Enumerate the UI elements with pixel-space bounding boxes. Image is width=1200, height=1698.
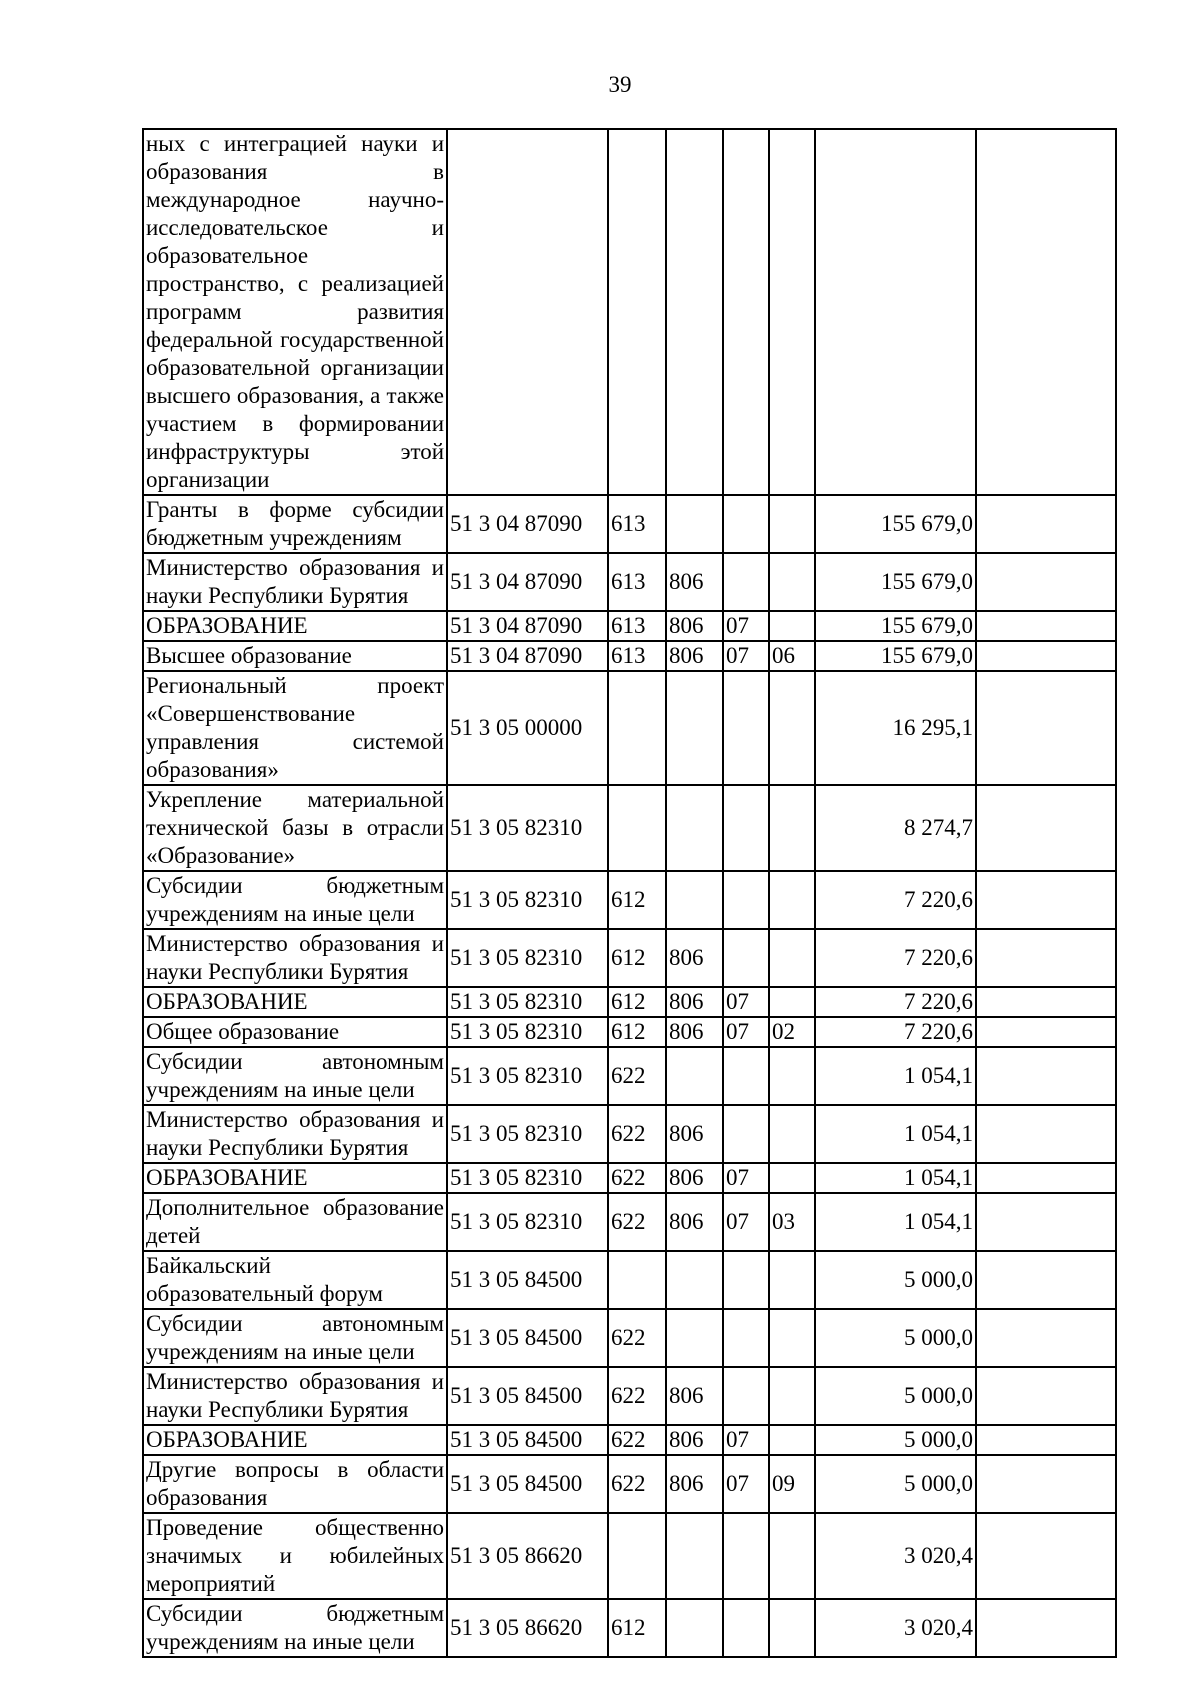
cell-section: 07: [723, 1163, 769, 1193]
cell-extra: [976, 129, 1116, 495]
cell-subsection: 06: [769, 641, 815, 671]
cell-name: Гранты в форме субсидии бюджетным учреждениям: [143, 495, 447, 553]
cell-name: ных с интеграцией науки и образования в международное научно-исследовательское и образовательное пространство, с реализацией программ развития федеральной государственной образовательной организации высшего образования, а также участием в формировании инфраструктуры этой организации: [143, 129, 447, 495]
cell-grbs: [666, 1599, 723, 1657]
cell-amount: [815, 129, 976, 495]
cell-extra: [976, 1163, 1116, 1193]
cell-extra: [976, 785, 1116, 871]
cell-section: [723, 1105, 769, 1163]
cell-target-code: 51 3 05 84500: [447, 1367, 608, 1425]
cell-grbs: 806: [666, 1193, 723, 1251]
cell-section: [723, 1251, 769, 1309]
cell-target-code: 51 3 05 86620: [447, 1599, 608, 1657]
cell-name: ОБРАЗОВАНИЕ: [143, 611, 447, 641]
cell-name: Проведение общественно значимых и юбилейных мероприятий: [143, 1513, 447, 1599]
cell-subsection: [769, 1425, 815, 1455]
cell-name: ОБРАЗОВАНИЕ: [143, 987, 447, 1017]
cell-subsection: [769, 1105, 815, 1163]
cell-expense-type: 612: [608, 871, 666, 929]
cell-target-code: 51 3 04 87090: [447, 495, 608, 553]
cell-subsection: [769, 1047, 815, 1105]
cell-extra: [976, 671, 1116, 785]
cell-amount: 1 054,1: [815, 1193, 976, 1251]
cell-expense-type: 612: [608, 1017, 666, 1047]
table-row: [143, 871, 1116, 929]
cell-grbs: 806: [666, 1455, 723, 1513]
cell-expense-type: [608, 1513, 666, 1599]
cell-grbs: [666, 785, 723, 871]
cell-section: 07: [723, 611, 769, 641]
cell-subsection: [769, 495, 815, 553]
cell-name: ОБРАЗОВАНИЕ: [143, 1425, 447, 1455]
cell-name: Укрепление материальной технической базы в отрасли «Образование»: [143, 785, 447, 871]
cell-name: Субсидии автономным учреждениям на иные цели: [143, 1309, 447, 1367]
table-row: [143, 1309, 1116, 1367]
cell-name: Субсидии бюджетным учреждениям на иные цели: [143, 871, 447, 929]
cell-grbs: [666, 1309, 723, 1367]
cell-amount: 155 679,0: [815, 495, 976, 553]
cell-target-code: 51 3 05 84500: [447, 1425, 608, 1455]
cell-grbs: [666, 1047, 723, 1105]
cell-section: [723, 1513, 769, 1599]
cell-subsection: [769, 785, 815, 871]
cell-section: 07: [723, 1455, 769, 1513]
cell-expense-type: 622: [608, 1367, 666, 1425]
cell-subsection: [769, 1309, 815, 1367]
cell-name: Министерство образования и науки Республики Бурятия: [143, 1367, 447, 1425]
cell-extra: [976, 1455, 1116, 1513]
cell-extra: [976, 611, 1116, 641]
cell-subsection: [769, 1599, 815, 1657]
cell-extra: [976, 1425, 1116, 1455]
cell-expense-type: 622: [608, 1425, 666, 1455]
cell-extra: [976, 1599, 1116, 1657]
table-row: [143, 785, 1116, 871]
cell-name: Другие вопросы в области образования: [143, 1455, 447, 1513]
cell-name: Субсидии автономным учреждениям на иные цели: [143, 1047, 447, 1105]
cell-section: [723, 1309, 769, 1367]
cell-name: Субсидии бюджетным учреждениям на иные цели: [143, 1599, 447, 1657]
cell-grbs: 806: [666, 611, 723, 641]
table-row: [143, 1455, 1116, 1513]
cell-amount: 16 295,1: [815, 671, 976, 785]
cell-extra: [976, 1105, 1116, 1163]
cell-name: Байкальский образовательный форум: [143, 1251, 447, 1309]
cell-target-code: 51 3 05 84500: [447, 1455, 608, 1513]
cell-amount: 1 054,1: [815, 1047, 976, 1105]
cell-extra: [976, 1047, 1116, 1105]
cell-subsection: [769, 553, 815, 611]
cell-grbs: 806: [666, 1017, 723, 1047]
cell-subsection: [769, 1251, 815, 1309]
cell-grbs: 806: [666, 1425, 723, 1455]
cell-name: Дополнительное образование детей: [143, 1193, 447, 1251]
table-row: [143, 671, 1116, 785]
cell-section: 07: [723, 641, 769, 671]
cell-grbs: 806: [666, 553, 723, 611]
cell-expense-type: 613: [608, 553, 666, 611]
cell-extra: [976, 1513, 1116, 1599]
cell-name: ОБРАЗОВАНИЕ: [143, 1163, 447, 1193]
cell-grbs: [666, 495, 723, 553]
table-row: [143, 1163, 1116, 1193]
cell-name: Региональный проект «Совершенствование управления системой образования»: [143, 671, 447, 785]
cell-section: [723, 929, 769, 987]
cell-grbs: [666, 671, 723, 785]
cell-grbs: [666, 1513, 723, 1599]
table-row: [143, 1105, 1116, 1163]
cell-expense-type: 612: [608, 929, 666, 987]
cell-target-code: 51 3 05 82310: [447, 871, 608, 929]
table-row: [143, 1425, 1116, 1455]
cell-target-code: 51 3 04 87090: [447, 641, 608, 671]
cell-amount: 8 274,7: [815, 785, 976, 871]
cell-grbs: 806: [666, 641, 723, 671]
cell-target-code: 51 3 05 82310: [447, 785, 608, 871]
table-row: [143, 641, 1116, 671]
cell-extra: [976, 1193, 1116, 1251]
cell-extra: [976, 871, 1116, 929]
cell-extra: [976, 1251, 1116, 1309]
cell-extra: [976, 1309, 1116, 1367]
cell-subsection: [769, 671, 815, 785]
cell-expense-type: 622: [608, 1047, 666, 1105]
table-row: [143, 929, 1116, 987]
cell-amount: 5 000,0: [815, 1455, 976, 1513]
table-row: [143, 1251, 1116, 1309]
cell-extra: [976, 495, 1116, 553]
cell-extra: [976, 641, 1116, 671]
cell-subsection: [769, 987, 815, 1017]
cell-amount: 155 679,0: [815, 611, 976, 641]
cell-name: Министерство образования и науки Республики Бурятия: [143, 553, 447, 611]
cell-target-code: 51 3 05 82310: [447, 1017, 608, 1047]
cell-section: [723, 1367, 769, 1425]
cell-extra: [976, 929, 1116, 987]
cell-section: [723, 671, 769, 785]
cell-expense-type: 613: [608, 641, 666, 671]
cell-amount: 5 000,0: [815, 1425, 976, 1455]
cell-expense-type: [608, 1251, 666, 1309]
cell-amount: 5 000,0: [815, 1251, 976, 1309]
cell-subsection: [769, 129, 815, 495]
cell-subsection: [769, 871, 815, 929]
cell-subsection: 03: [769, 1193, 815, 1251]
cell-target-code: 51 3 04 87090: [447, 553, 608, 611]
table-row: [143, 1599, 1116, 1657]
table-row: [143, 1017, 1116, 1047]
cell-expense-type: 613: [608, 611, 666, 641]
cell-amount: 1 054,1: [815, 1105, 976, 1163]
cell-grbs: 806: [666, 987, 723, 1017]
cell-section: [723, 871, 769, 929]
cell-target-code: 51 3 05 84500: [447, 1309, 608, 1367]
table-row: [143, 495, 1116, 553]
cell-section: 07: [723, 1193, 769, 1251]
table-row: [143, 1047, 1116, 1105]
cell-target-code: 51 3 05 84500: [447, 1251, 608, 1309]
cell-section: 07: [723, 1425, 769, 1455]
cell-grbs: 806: [666, 1163, 723, 1193]
cell-target-code: 51 3 05 82310: [447, 1163, 608, 1193]
cell-amount: 5 000,0: [815, 1309, 976, 1367]
cell-extra: [976, 553, 1116, 611]
cell-amount: 155 679,0: [815, 553, 976, 611]
cell-expense-type: [608, 785, 666, 871]
cell-section: [723, 129, 769, 495]
cell-name: Высшее образование: [143, 641, 447, 671]
cell-expense-type: 622: [608, 1163, 666, 1193]
cell-target-code: [447, 129, 608, 495]
cell-section: [723, 1047, 769, 1105]
cell-amount: 155 679,0: [815, 641, 976, 671]
cell-grbs: [666, 129, 723, 495]
table-row: [143, 1193, 1116, 1251]
cell-section: 07: [723, 987, 769, 1017]
cell-target-code: 51 3 05 00000: [447, 671, 608, 785]
table-row: [143, 1367, 1116, 1425]
page-number: 39: [608, 72, 632, 97]
cell-target-code: 51 3 05 86620: [447, 1513, 608, 1599]
cell-expense-type: 622: [608, 1193, 666, 1251]
cell-section: 07: [723, 1017, 769, 1047]
cell-section: [723, 495, 769, 553]
table-row: [143, 987, 1116, 1017]
cell-section: [723, 553, 769, 611]
cell-section: [723, 785, 769, 871]
table-row: [143, 1513, 1116, 1599]
cell-extra: [976, 1367, 1116, 1425]
cell-amount: 1 054,1: [815, 1163, 976, 1193]
table-row: [143, 129, 1116, 495]
cell-expense-type: 622: [608, 1105, 666, 1163]
cell-target-code: 51 3 05 82310: [447, 1193, 608, 1251]
budget-table: [142, 128, 1117, 1658]
cell-grbs: [666, 1251, 723, 1309]
cell-subsection: [769, 929, 815, 987]
cell-grbs: 806: [666, 1105, 723, 1163]
cell-target-code: 51 3 05 82310: [447, 929, 608, 987]
cell-expense-type: 612: [608, 1599, 666, 1657]
cell-amount: 7 220,6: [815, 871, 976, 929]
cell-expense-type: 622: [608, 1309, 666, 1367]
cell-subsection: [769, 611, 815, 641]
cell-name: Общее образование: [143, 1017, 447, 1047]
table-row: [143, 553, 1116, 611]
cell-grbs: 806: [666, 1367, 723, 1425]
cell-subsection: 02: [769, 1017, 815, 1047]
cell-amount: 3 020,4: [815, 1513, 976, 1599]
cell-amount: 7 220,6: [815, 987, 976, 1017]
cell-target-code: 51 3 05 82310: [447, 1047, 608, 1105]
cell-name: Министерство образования и науки Республики Бурятия: [143, 929, 447, 987]
table-row: [143, 611, 1116, 641]
cell-target-code: 51 3 05 82310: [447, 987, 608, 1017]
cell-expense-type: 622: [608, 1455, 666, 1513]
cell-amount: 7 220,6: [815, 929, 976, 987]
cell-extra: [976, 1017, 1116, 1047]
cell-amount: 3 020,4: [815, 1599, 976, 1657]
cell-expense-type: 613: [608, 495, 666, 553]
cell-section: [723, 1599, 769, 1657]
table-body: [143, 129, 1116, 1657]
cell-subsection: [769, 1367, 815, 1425]
cell-grbs: 806: [666, 929, 723, 987]
cell-extra: [976, 987, 1116, 1017]
cell-target-code: 51 3 04 87090: [447, 611, 608, 641]
cell-subsection: [769, 1513, 815, 1599]
cell-amount: 7 220,6: [815, 1017, 976, 1047]
cell-target-code: 51 3 05 82310: [447, 1105, 608, 1163]
cell-grbs: [666, 871, 723, 929]
cell-amount: 5 000,0: [815, 1367, 976, 1425]
cell-expense-type: [608, 671, 666, 785]
cell-subsection: 09: [769, 1455, 815, 1513]
cell-expense-type: [608, 129, 666, 495]
cell-name: Министерство образования и науки Республики Бурятия: [143, 1105, 447, 1163]
cell-expense-type: 612: [608, 987, 666, 1017]
cell-subsection: [769, 1163, 815, 1193]
